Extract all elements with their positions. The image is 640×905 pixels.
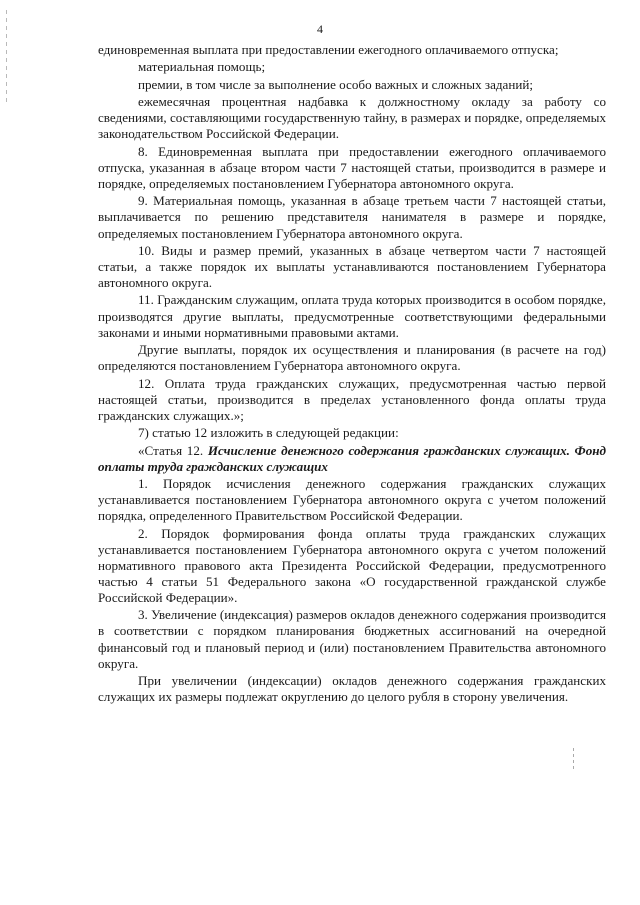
paragraph: 2. Порядок формирования фонда оплаты труда гражданских служащих устанавливается постановлением Губернатора автономного округа с учетом положений нормативного правового акта Президента Российской Федерации, предусмотренного частью 4 статьи 51 Федерального закона «О государственной гражданской службе Российской Федерации». [98,525,606,605]
paragraph: ежемесячная процентная надбавка к должностному окладу за работу со сведениями, составляющими государственную тайну, в размерах и порядке, определяемых законодательством Российской Федерации. [98,94,606,142]
paragraph: 12. Оплата труда гражданских служащих, предусмотренная частью первой настоящей статьи, производится в пределах установленного фонда оплаты труда гражданских служащих.»; [98,375,606,423]
article-heading-title: Исчисление денежного содержания гражданских служащих. Фонд оплаты труда гражданских служащих [98,442,607,474]
paragraph: 8. Единовременная выплата при предоставлении ежегодного оплачиваемого отпуска, указанная в абзаце втором части 7 настоящей статьи, производится в размере и порядке, определяемых постановлением Губернатора автономного округа. [98,143,606,191]
paragraph: единовременная выплата при предоставлении ежегодного оплачиваемого отпуска; [98,42,559,57]
paragraph: премии, в том числе за выполнение особо важных и сложных заданий; [138,76,534,92]
page-number: 4 [317,22,323,36]
paragraph-list [98,42,606,441]
paragraph: 3. Увеличение (индексация) размеров окладов денежного содержания производится в соответствии с порядком планирования бюджетных ассигнований на очередной финансовый год и плановый период и (или) постановлением Правительства автономного округа. [98,607,606,671]
document-body [98,42,606,707]
paragraph: Другие выплаты, порядок их осуществления и планирования (в расчете на год) определяются постановлением Губернатора автономного округа. [98,342,606,374]
paragraph: 11. Гражданским служащим, оплата труда которых производится в особом порядке, производятся другие выплаты, предусмотренные соответствующими федеральными законами и иными нормативными правовыми актами. [98,292,606,340]
paragraph: 7) статью 12 изложить в следующей редакции: [138,425,399,441]
paragraph: При увеличении (индексации) окладов денежного содержания гражданских служащих их размеры подлежат округлению до целого рубля в сторону увеличения. [98,673,606,705]
paragraph: 9. Материальная помощь, указанная в абзаце третьем части 7 настоящей статьи, выплачивается по решению представителя нанимателя в размере и порядке, определяемых постановлением Губернатора автономного округа. [98,193,606,241]
paragraph: 1. Порядок исчисления денежного содержания гражданских служащих устанавливается постановлением Губернатора автономного округа с учетом положений порядка, определенного Правительством Российской Федерации. [98,476,606,524]
article-heading-prefix: «Статья 12. [138,442,208,458]
paragraph: 10. Виды и размер премий, указанных в абзаце четвертом части 7 настоящей статьи, а также порядок их выплаты устанавливаются постановлением Губернатора автономного округа. [98,242,606,291]
paragraph: материальная помощь; [138,59,266,75]
article-paragraph-list [98,476,606,705]
scan-margin-mark [573,748,574,772]
article-heading [98,443,606,475]
